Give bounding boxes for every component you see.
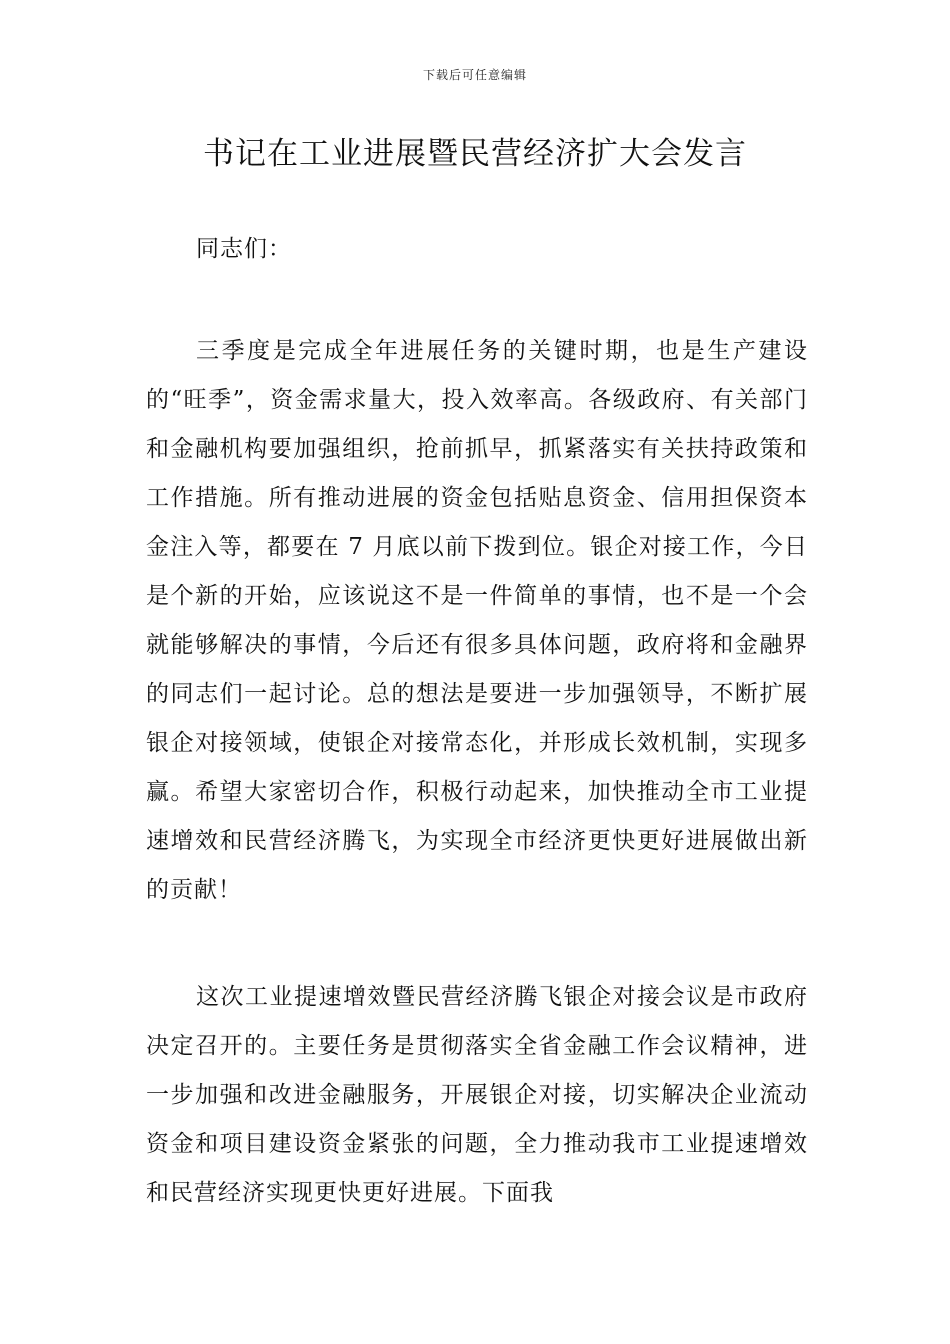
salutation: 同志们： bbox=[196, 236, 292, 262]
header-note: 下载后可任意编辑 bbox=[422, 68, 527, 82]
paragraph-2: 这次工业提速增效暨民营经济腾飞银企对接会议是市政府决定召开的。主要任务是贯彻落实全省金融工作会议精神，进一步加强和改进金融服务，开展银企对接，切实解决企业流动资金和项目建设资金紧张的问题，全力推动我市工业提速增效和民营经济实现更快更好进展。下面我 bbox=[146, 984, 808, 1206]
paragraph-1: 三季度是完成全年进展任务的关键时期，也是生产建设的“旺季”，资金需求量大，投入效率高。各级政府、有关部门和金融机构要加强组织，抢前抓早，抓紧落实有关扶持政策和工作措施。所有推动进展的资金包括贴息资金、信用担保资本金注入等，都要在 7 月底以前下拨到位。银企对接工作，今日是个新的开始，应该说这不是一件简单的事情，也不是一个会就能够解决的事情，今后还有很多具体问题，政府将和金融界的同志们一起讨论。总的想法是要进一步加强领导，不断扩展银企对接领域，使银企对接常态化，并形成长效机制，实现多赢。希望大家密切合作，积极行动起来，加快推动全市工业提速增效和民营经济腾飞，为实现全市经济更快更好进展做出新的贡献！ bbox=[146, 338, 808, 903]
document-title: 书记在工业进展暨民营经济扩大会发言 bbox=[203, 136, 747, 172]
